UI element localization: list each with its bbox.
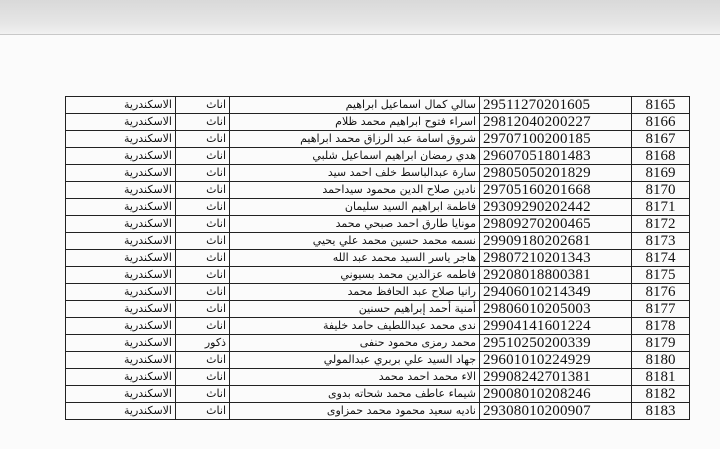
gender-cell: اناث [176, 131, 230, 148]
name-cell: ناديه سعيد محمود محمد حمزاوى [230, 403, 480, 420]
national-id-cell: 29807210201343 [480, 250, 632, 267]
gender-cell: اناث [176, 386, 230, 403]
name-cell: سالي كمال اسماعيل ابراهيم [230, 97, 480, 114]
table-row [66, 216, 690, 233]
serial-number-cell: 8183 [632, 403, 690, 420]
gender-cell: اناث [176, 182, 230, 199]
national-id-cell: 29806010205003 [480, 301, 632, 318]
table-row [66, 165, 690, 182]
governorate-cell: الاسكندرية [66, 369, 176, 386]
governorate-cell: الاسكندرية [66, 250, 176, 267]
gender-cell: اناث [176, 284, 230, 301]
name-cell: هدي رمضان ابراهيم اسماعيل شلبي [230, 148, 480, 165]
gender-cell: اناث [176, 148, 230, 165]
scan-top-shadow [0, 0, 720, 35]
name-cell: شيماء عاطف محمد شحاته بدوى [230, 386, 480, 403]
governorate-cell: الاسكندرية [66, 233, 176, 250]
governorate-cell: الاسكندرية [66, 148, 176, 165]
national-id-cell: 29308010200907 [480, 403, 632, 420]
name-cell: شروق اسامة عبد الرزاق محمد ابراهيم [230, 131, 480, 148]
national-id-cell: 29601010224929 [480, 352, 632, 369]
table-row [66, 233, 690, 250]
name-cell: نسمه محمد حسين محمد علي يحيي [230, 233, 480, 250]
governorate-cell: الاسكندرية [66, 386, 176, 403]
name-cell: محمد رمزى محمود حنفى [230, 335, 480, 352]
name-cell: مونايا طارق احمد صبحي محمد [230, 216, 480, 233]
governorate-cell: الاسكندرية [66, 284, 176, 301]
table-row [66, 386, 690, 403]
national-id-cell: 29705160201668 [480, 182, 632, 199]
serial-number-cell: 8179 [632, 335, 690, 352]
table-row [66, 318, 690, 335]
table-row [66, 284, 690, 301]
serial-number-cell: 8181 [632, 369, 690, 386]
table-row [66, 250, 690, 267]
table-row [66, 301, 690, 318]
national-id-cell: 29309290202442 [480, 199, 632, 216]
table-row [66, 352, 690, 369]
governorate-cell: الاسكندرية [66, 199, 176, 216]
gender-cell: اناث [176, 97, 230, 114]
national-id-cell: 29510250200339 [480, 335, 632, 352]
national-id-cell: 29607051801483 [480, 148, 632, 165]
national-id-cell: 29812040200227 [480, 114, 632, 131]
national-id-cell: 29406010214349 [480, 284, 632, 301]
serial-number-cell: 8169 [632, 165, 690, 182]
national-id-cell: 29805050201829 [480, 165, 632, 182]
national-id-cell: 29908242701381 [480, 369, 632, 386]
serial-number-cell: 8170 [632, 182, 690, 199]
governorate-cell: الاسكندرية [66, 335, 176, 352]
name-cell: الاء محمد احمد محمد [230, 369, 480, 386]
table-row [66, 335, 690, 352]
gender-cell: اناث [176, 250, 230, 267]
governorate-cell: الاسكندرية [66, 403, 176, 420]
table-row [66, 403, 690, 420]
national-id-cell: 29008010208246 [480, 386, 632, 403]
serial-number-cell: 8182 [632, 386, 690, 403]
serial-number-cell: 8180 [632, 352, 690, 369]
serial-number-cell: 8168 [632, 148, 690, 165]
serial-number-cell: 8178 [632, 318, 690, 335]
name-cell: ندى محمد عبداللطيف حامد خليفة [230, 318, 480, 335]
serial-number-cell: 8165 [632, 97, 690, 114]
governorate-cell: الاسكندرية [66, 352, 176, 369]
serial-number-cell: 8171 [632, 199, 690, 216]
gender-cell: اناث [176, 199, 230, 216]
gender-cell: اناث [176, 318, 230, 335]
table-row [66, 199, 690, 216]
serial-number-cell: 8174 [632, 250, 690, 267]
gender-cell: ذكور [176, 335, 230, 352]
governorate-cell: الاسكندرية [66, 267, 176, 284]
gender-cell: اناث [176, 352, 230, 369]
national-id-cell: 29707100200185 [480, 131, 632, 148]
gender-cell: اناث [176, 216, 230, 233]
names-table-body [66, 97, 690, 420]
name-cell: جهاد السيد علي بربري عبدالمولي [230, 352, 480, 369]
table-row [66, 97, 690, 114]
name-cell: اسراء فتوح ابراهيم محمد ظلام [230, 114, 480, 131]
gender-cell: اناث [176, 233, 230, 250]
gender-cell: اناث [176, 403, 230, 420]
national-id-cell: 29909180202681 [480, 233, 632, 250]
table-row [66, 131, 690, 148]
gender-cell: اناث [176, 369, 230, 386]
gender-cell: اناث [176, 301, 230, 318]
name-cell: فاطمه عزالدين محمد بسيوني [230, 267, 480, 284]
national-id-cell: 29511270201605 [480, 97, 632, 114]
serial-number-cell: 8173 [632, 233, 690, 250]
name-cell: سارة عبدالباسط خلف احمد سيد [230, 165, 480, 182]
national-id-cell: 29809270200465 [480, 216, 632, 233]
serial-number-cell: 8166 [632, 114, 690, 131]
governorate-cell: الاسكندرية [66, 97, 176, 114]
serial-number-cell: 8177 [632, 301, 690, 318]
governorate-cell: الاسكندرية [66, 216, 176, 233]
table-row [66, 114, 690, 131]
table-row [66, 148, 690, 165]
table-row [66, 369, 690, 386]
table-row [66, 182, 690, 199]
table-row [66, 267, 690, 284]
governorate-cell: الاسكندرية [66, 318, 176, 335]
governorate-cell: الاسكندرية [66, 182, 176, 199]
governorate-cell: الاسكندرية [66, 114, 176, 131]
serial-number-cell: 8175 [632, 267, 690, 284]
name-cell: رانيا صلاح عبد الحافظ محمد [230, 284, 480, 301]
name-cell: هاجر ياسر السيد محمد عبد الله [230, 250, 480, 267]
gender-cell: اناث [176, 165, 230, 182]
names-table [65, 96, 690, 420]
gender-cell: اناث [176, 267, 230, 284]
name-cell: نادين صلاح الدين محمود سيداحمد [230, 182, 480, 199]
name-cell: فاطمة ابراهيم السيد سليمان [230, 199, 480, 216]
serial-number-cell: 8176 [632, 284, 690, 301]
gender-cell: اناث [176, 114, 230, 131]
name-cell: أمنية أحمد إبراهيم حسنين [230, 301, 480, 318]
national-id-cell: 29904141601224 [480, 318, 632, 335]
serial-number-cell: 8172 [632, 216, 690, 233]
national-id-cell: 29208018800381 [480, 267, 632, 284]
serial-number-cell: 8167 [632, 131, 690, 148]
governorate-cell: الاسكندرية [66, 165, 176, 182]
governorate-cell: الاسكندرية [66, 131, 176, 148]
governorate-cell: الاسكندرية [66, 301, 176, 318]
